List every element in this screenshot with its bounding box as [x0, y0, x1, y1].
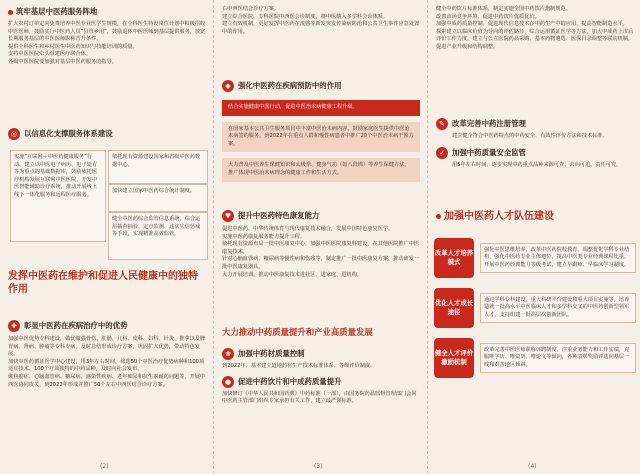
pill-icon: ● — [222, 376, 234, 388]
section-title — [222, 376, 420, 388]
treatment-list — [8, 336, 206, 389]
list-item: 加快中医药循证医学中心建设，用3年左右时间，筛选50个中医治疗优势病种和100项适宜技术、100个疗效独特的中药品种，及时向社会发布。 — [8, 358, 205, 373]
section-title-text: 强化中医药在疾病预防中的作用 — [238, 81, 342, 90]
bullet-dot-icon — [436, 214, 441, 219]
list-item: 加强中医优势专科建设，做优做强骨伤、肛肠、儿科、皮科、妇科、针灸、推拿以及脾胃病、肾病、肿瘤等专科专病，及时总结形成诊疗方案，巩固扩大优势，带动特色发展。 — [8, 336, 206, 358]
rehab-icon: ♥ — [222, 210, 234, 222]
page-number: (2) — [100, 463, 109, 470]
info-box-internet: 实施“互联网＋中医药健康服务”行动，建立以中医电子病历、电子处方等为重点的基础数据库，鼓励依托医疗机构发展互联网中医医院，开发中医智能辅助诊疗系统，推动开展线上线下一体化服务和远程医疗服务。 — [10, 150, 106, 242]
document-icon: ✎ — [436, 118, 448, 130]
info-box-supervision: 健全中医药综合监管信息系统，综合运用抽查抽验、定点监测、违法失信惩戒等手段，实现精准高效监管。 — [108, 212, 208, 260]
top-list — [222, 6, 420, 36]
list-item: 支持中医医院牵头组建医疗联合体。 — [8, 51, 92, 58]
big-title: 发挥中医药在维护和促进人民健康中的独特作用 — [8, 271, 198, 295]
list-item: 依托现有资源布局一批中医康复中心，加强中医医院康复科建设，在其他医院推广中医康复技术。 — [222, 241, 420, 255]
quality-text: 加快修订《中华人民共和国药典》中药标准（一部），由国务院药品监督管理部门会同中医药主管部门组织专家承担有关工作，建立最严谨标准。 — [222, 390, 417, 405]
section-title — [8, 6, 206, 17]
section-title-text: 以信息化支撑服务体系建设 — [24, 129, 113, 138]
section-title — [436, 147, 634, 159]
talent-row-text: 强化中医思维培养，改革中医药院校教育，调整优化学科专业结构，强化中医药专业主体地位，提高中医类专业经典课程比重，开展中医药经典能力等级考试，建立早跟师、早临床学习制度。 — [480, 243, 636, 274]
talent-row-text: 改革完善中医医师职称评聘制度，注重业务能力和工作实绩，克服唯学历、唯资历、唯论文等倾向，各种表彰奖励评选向基层一线和艰苦地区倾斜。 — [480, 343, 636, 374]
section-herbs — [222, 348, 420, 406]
section-title-text: 改革完善中药注册管理 — [452, 119, 526, 128]
pink-box: 在国家基本公共卫生服务项目中丰富中医治未病内容，鼓励家庭医生提供中医治未病签约服务，到2022年在重点人群和慢性病患者中推广20个中医治未病干预方案。 — [222, 122, 420, 153]
list-item: 右中西医结合诊疗方案。 — [222, 6, 280, 12]
list-item: 提供全科医生和乡村医生中医药知识与技能培训的质量。 — [8, 43, 138, 50]
talent-row — [434, 238, 636, 278]
column-right — [427, 0, 640, 474]
herb-icon: ❀ — [222, 348, 234, 360]
talent-row-text: 通过学科专科建设、重大科研平台建设和重大项目实施等，培养造就一批高水平中医临床人才和多学科交叉的中医药创新型领军人才，支持组建一批高层次创新团队。 — [480, 293, 636, 324]
info-box-data-center: 依托现有资源建设国家和省级中医药数据中心。 — [108, 150, 208, 184]
list-item: 实施中医药康复服务能力提升工程。 — [222, 233, 306, 240]
talent-row-label: 优化人才成长途径 — [434, 288, 474, 328]
doctor-icon: ✚ — [8, 320, 20, 332]
talent-row-label: 改革人才培养模式 — [434, 238, 474, 278]
herbs-text: 到2022年，基本建立道地药材生产技术标准体系、等级评价制度。 — [222, 363, 376, 369]
pink-box: 大力普及中医养生保健知识和太极拳、健身气功（如八段锦）等养生保健方法，推广体现中医治未病理念的健康工作和生活方式。 — [222, 158, 420, 181]
big-title-text: 加强中医药人才队伍建设 — [444, 211, 554, 222]
big-title-block — [8, 270, 206, 296]
section-title-text: 筑牢基层中医药服务阵地 — [16, 7, 98, 16]
talent-rows — [434, 238, 636, 378]
big-title-block — [436, 210, 634, 223]
section-title-text: 提升中医药特色康复能力 — [238, 211, 320, 220]
list-item: 聚焦癌症、心脑血管病、糖尿病、感染性疾病、老年痴呆和抗生素耐药问题等，开展中西医协同攻关，到2022年形成并推广50个左右中西医结合诊疗方案。 — [8, 373, 206, 388]
section-title — [8, 128, 206, 140]
column-middle — [213, 0, 428, 474]
section-title — [222, 348, 420, 360]
section-grassroots — [8, 6, 206, 67]
list-item: 建立有效机制，更好发挥中医药在流感等新发突发传染病防治和公共卫生事件应急处置中的作用。 — [222, 21, 420, 35]
list-item: 各级中医医院要加强对基层中医药服务的指导。 — [8, 58, 117, 65]
section-prevention — [222, 80, 420, 182]
list-item: 针对心脑血管病、糖尿病等慢性病和伤残等，制定推广一批中医康复方案，推动研发一批中医康复器具。 — [222, 256, 420, 270]
list-item: 探索建立以临床价值为导向的评估路径，综合运用循证医学等方法，加大中成药上市后评价工作力度，建立与公立医院药品采购、基本药物遴选、医保目录调整等联动机制，促进产业升级和结构调整。 — [436, 28, 634, 50]
section-title — [222, 80, 420, 92]
page-number: (3) — [314, 463, 323, 470]
talent-row — [434, 338, 636, 378]
check-icon: ✓ — [436, 147, 448, 159]
section-treatment — [8, 320, 206, 389]
top-list — [436, 6, 634, 52]
big-title — [436, 210, 634, 223]
list-item: 促进中医药、中华传统体育与现代康复技术融合，发展中国特色康复医学。 — [222, 226, 394, 232]
page-number: (4) — [528, 463, 537, 470]
big-title-block — [222, 326, 420, 339]
list-item: 加强中成药质量控制，促进现代信息技术在中药生产中的应用，提高智能制造水平。 — [436, 21, 628, 28]
bullet-dot-icon — [8, 10, 13, 15]
section-title-text: 加强中药质量安全监管 — [452, 147, 526, 157]
list-item: 建立综合医院、专科医院中西医会诊制度，将中医纳入多学科会诊体系。 — [222, 13, 389, 20]
talent-row-label: 健全人才评价激励机制 — [434, 338, 474, 378]
rehab-list — [222, 226, 420, 279]
list-item: 大力开展培训，推动中医康复技术进社区、进家庭、进机构。 — [222, 271, 363, 278]
talent-row — [434, 288, 636, 328]
section-title — [436, 118, 634, 130]
list-item: 健全中药饮片标准体系，制定实施全国中药饮片炮制规范。 — [436, 6, 571, 12]
section-title-text: 彰显中医药在疾病治疗中的优势 — [24, 321, 128, 330]
list-item: 扩大农村订单定向免费培养中医专业医学生规模，在全科医生特设岗位计划中积极招收中医医师，鼓励实行中医药人员“县管乡用”，鼓励退休中医医师到基层提供服务，放宽长期服务基层的中医医师职称晋升条件。 — [8, 21, 206, 43]
grassroots-list — [8, 21, 206, 67]
red-banner: 结合实施健康中国行动，促进中医治未病健康工程升级。 — [222, 100, 420, 116]
section-title-text: 促进中药饮片和中成药质量提升 — [238, 376, 342, 386]
shield-icon: ◆ — [222, 80, 234, 92]
big-title: 大力推动中药质量提升和产业高质量发展 — [222, 327, 373, 337]
section-informatization — [8, 128, 206, 238]
list-item: 改善市场竞争环境，促进中药饮片优质优价。 — [436, 13, 540, 20]
registration-text: 建立健全符合中医药特点的中药安全、有效性评价方法和技术标准。 — [452, 133, 608, 139]
network-icon: ◎ — [8, 128, 20, 140]
section-title — [8, 320, 206, 332]
supervision-text: 用5年左右时间，逐步实现中药重点品种来源可查、去向可追、责任可究。 — [452, 161, 622, 168]
column-left — [0, 0, 213, 474]
section-rehab — [222, 210, 420, 279]
info-box-statistics: 加快建立国家中医药综合统计制度。 — [108, 184, 208, 212]
section-title-text: 加强中药材质量控制 — [238, 349, 305, 358]
section-registration — [436, 118, 634, 169]
section-title — [222, 210, 420, 222]
